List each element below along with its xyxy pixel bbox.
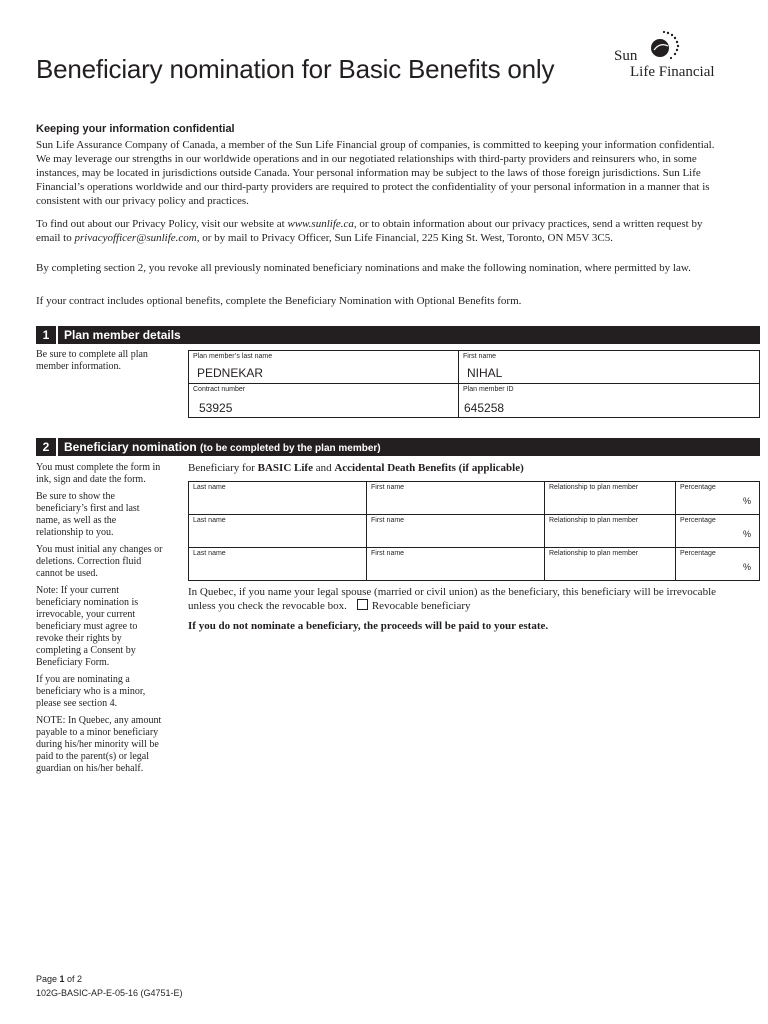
intro-text-a: Beneficiary for (188, 462, 258, 474)
privacy-text-b: , or to obtain information about our privacy practices, send a written request by email to (36, 218, 703, 244)
section2-title-text: Beneficiary nomination (64, 440, 197, 454)
col-last-label: Last name (193, 484, 226, 491)
section2-number: 2 (36, 438, 58, 456)
last-name-field[interactable] (188, 350, 459, 384)
col-relationship-label: Relationship to plan member (549, 517, 639, 524)
side-note-irrevocable: Note: If your current beneficiary nomination is irrevocable, your current beneficiary must agree to revoke their rights by completing a Consent by Beneficiary Form. (36, 585, 139, 668)
intro-accidental-death: Accidental Death Benefits (if applicable) (334, 462, 524, 474)
contract-number-label: Contract number (193, 386, 246, 393)
first-name-value: NIHAL (467, 366, 503, 380)
plan-member-id-label: Plan member ID (463, 386, 514, 393)
percent-sign: % (742, 562, 751, 572)
optional-benefits-paragraph: If your contract includes optional benefits, complete the Beneficiary Nomination with Optional Benefits form. (36, 295, 522, 307)
first-name-label: First name (463, 353, 497, 360)
revoke-paragraph: By completing section 2, you revoke all previously nominated beneficiary nominations and make the following nomination, where permitted by law. (36, 262, 691, 274)
sun-icon (646, 30, 682, 64)
beneficiary3-last-name[interactable] (188, 547, 367, 581)
section2-subtitle: (to be completed by the plan member) (200, 443, 381, 454)
revocable-checkbox[interactable] (357, 599, 368, 610)
col-relationship-label: Relationship to plan member (549, 484, 639, 491)
form-code: 102G-BASIC-AP-E-05-16 (G4751-E) (36, 988, 183, 998)
beneficiary2-percentage[interactable] (675, 514, 760, 548)
sun-life-logo (612, 30, 736, 86)
contract-number-field[interactable] (188, 383, 459, 418)
confidential-heading: Keeping your information confidential (36, 123, 235, 135)
col-percentage-label: Percentage (680, 550, 716, 557)
privacy-policy-paragraph (36, 217, 726, 245)
section2-header (36, 438, 760, 456)
col-first-label: First name (371, 517, 405, 524)
plan-member-id-value: 645258 (464, 401, 505, 415)
beneficiary1-last-name[interactable] (188, 481, 367, 515)
percent-sign: % (742, 496, 751, 506)
col-percentage-label: Percentage (680, 517, 716, 524)
col-relationship-label: Relationship to plan member (549, 550, 639, 557)
col-last-label: Last name (193, 517, 226, 524)
side-note-quebec-minor: NOTE: In Quebec, any amount payable to a minor beneficiary during his/her minority will be paid to the parent(s) or legal guardian on his/her behalf. (36, 715, 162, 774)
revocable-label: Revocable beneficiary (371, 600, 471, 612)
email-link[interactable]: privacyofficer@sunlife.com (74, 232, 197, 244)
beneficiary2-last-name[interactable] (188, 514, 367, 548)
side-note-names: Be sure to show the beneficiary’s first and last name, as well as the relationship to you. (36, 491, 140, 538)
section1-header (36, 326, 760, 344)
page-text-a: Page (36, 974, 60, 984)
section1-title: Plan member details (64, 328, 181, 342)
beneficiary1-percentage[interactable] (675, 481, 760, 515)
col-first-label: First name (371, 550, 405, 557)
first-name-field[interactable] (458, 350, 760, 384)
confidential-paragraph: Sun Life Assurance Company of Canada, a member of the Sun Life Financial group of companies, is committed to keeping your information confidential. We may leverage our strengths in our worldwide operations and in our negotiated relationships with third-party providers and reinsurers who, in some instances, may be located in jurisdictions outside Canada. Your personal information may be subject to the laws of those foreign jurisdictions. Sun Life Financial’s operations worldwide and our third-party providers are required to protect the confidentiality of your personal information in a manner that is consistent with our privacy policy and practices. (36, 139, 715, 207)
beneficiary2-first-name[interactable] (366, 514, 545, 548)
page-current: 1 (59, 974, 65, 984)
contract-number-value: 53925 (199, 401, 233, 415)
privacy-text-a: To find out about our Privacy Policy, visit our website at (36, 218, 288, 230)
beneficiary1-relationship[interactable] (544, 481, 676, 515)
section2-title (64, 438, 381, 458)
plan-member-id-field[interactable] (458, 383, 760, 418)
side-note-ink: You must complete the form in ink, sign and date the form. (36, 462, 161, 485)
side-note-minor: If you are nominating a beneficiary who is a minor, please see section 4. (36, 674, 146, 709)
beneficiary-intro (188, 461, 748, 475)
beneficiary-table (188, 481, 760, 583)
quebec-note (188, 585, 734, 613)
beneficiary3-first-name[interactable] (366, 547, 545, 581)
page-title: Beneficiary nomination for Basic Benefits only (36, 54, 555, 84)
col-last-label: Last name (193, 550, 226, 557)
beneficiary3-relationship[interactable] (544, 547, 676, 581)
page-number (36, 974, 82, 984)
intro-basic-life: BASIC Life (257, 462, 313, 474)
page-text-b: of 2 (64, 974, 83, 984)
section1-number: 1 (36, 326, 58, 344)
beneficiary2-relationship[interactable] (544, 514, 676, 548)
percent-sign: % (742, 529, 751, 539)
intro-text-c: and (312, 462, 335, 474)
logo-text-sun: Sun (614, 48, 638, 64)
quebec-note-text: In Quebec, if you name your legal spouse (married or civil union) as the beneficiary, this beneficiary will be irrevocable unless you check the revocable box. (188, 586, 717, 612)
side-note-initial: You must initial any changes or deletions. Correction fluid cannot be used. (36, 544, 163, 579)
last-name-label: Plan member’s last name (193, 353, 273, 360)
estate-note: If you do not nominate a beneficiary, the proceeds will be paid to your estate. (188, 620, 549, 632)
section1-side-note: Be sure to complete all plan member information. (36, 349, 148, 372)
plan-member-form (188, 350, 760, 418)
col-first-label: First name (371, 484, 405, 491)
website-link[interactable]: www.sunlife.ca (287, 218, 354, 230)
section2-side-notes (36, 462, 164, 780)
logo-text-life-financial: Life Financial (630, 64, 715, 80)
beneficiary3-percentage[interactable] (675, 547, 760, 581)
last-name-value: PEDNEKAR (197, 366, 264, 380)
col-percentage-label: Percentage (680, 484, 716, 491)
privacy-text-c: , or by mail to Privacy Officer, Sun Life Financial, 225 King St. West, Toronto, ON M5V 3C5. (196, 232, 614, 244)
beneficiary1-first-name[interactable] (366, 481, 545, 515)
